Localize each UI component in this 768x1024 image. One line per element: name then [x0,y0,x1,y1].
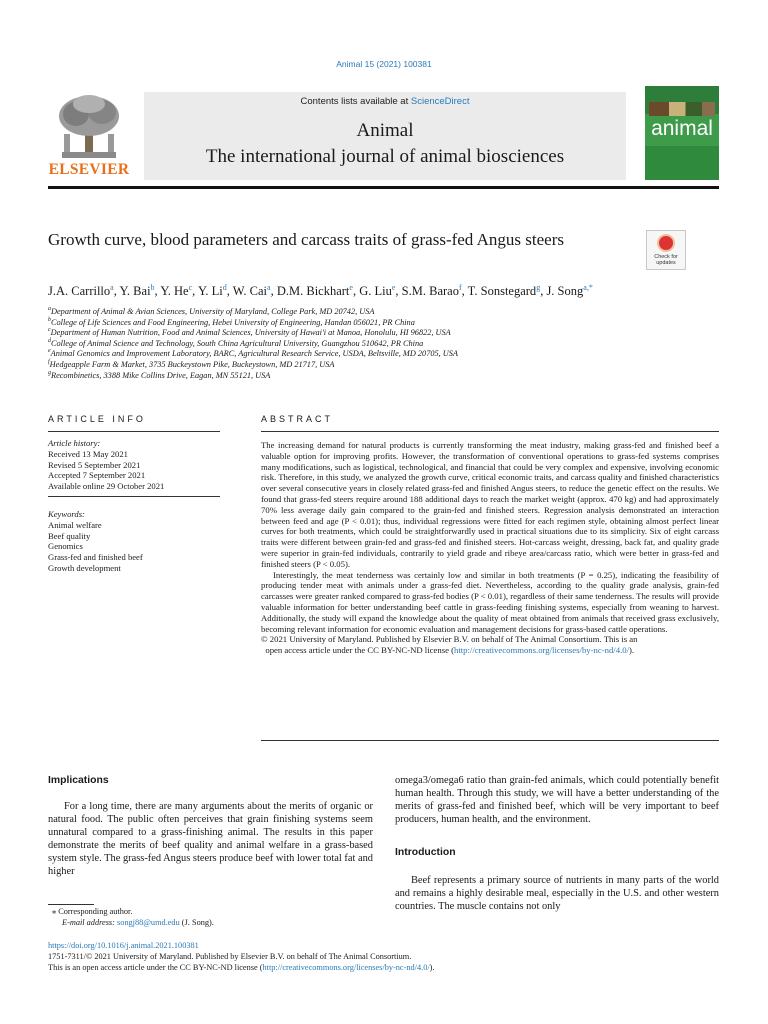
affiliation [48,306,728,316]
affiliation [48,359,728,369]
footnote-rule [48,904,94,905]
abstract-end-rule [261,740,719,741]
author-affiliation-marker[interactable]: a [110,283,114,292]
copyright-text: open access article under the CC BY-NC-ND license ( [265,645,454,656]
keywords-heading: Keywords: [48,509,85,519]
affiliation [48,348,728,358]
history-heading: Article history: [48,438,101,448]
abstract-body [261,440,719,656]
abstract-paragraph: Interestingly, the meat tenderness was certainly low and similar in both treatments (P = 0.25), indicating the feasibility of producing tender meat with animals under a grass-fed diet. Nevertheless, according to the quality grade analysis, grain-fed carcasses were greater ranked compared to grass-fed bodies (P < 0.01), regardless of their same tenderness. The results will provide valuable information for better understanding beef cattle in grass-feeding finishing systems, especially from weaning to harvest. Additionally, the study will expand the knowledge about the quality of meat obtained from animals that received grass exclusively, becoming relevant information for economic evaluation and management decisions for grass-based cattle operations. [261,569,719,634]
contents-prefix: Contents lists available at [300,96,411,107]
author-name[interactable]: W. Cai [232,284,268,299]
footnote [48,906,373,928]
abstract-paragraph: The increasing demand for natural products is currently transforming the meat industry, making grass-fed and finished beef a valuable option for improving profits. However, the transformation of conventional operations to grass-fed systems comprises many modifications, such as logistical, technological, and financial that could be very complex and expensive, involving economic risk. Therefore, in this study, we analyzed the growth curve, critical economic traits, and carcass quality and finished characteristics over several consecutive years in closely related grass-fed and finished Angus steers, to reduce the genetic effect on the results. We found that grass-fed steers require around 188 additional days to reach the market weight (approx. 470 kg) and had approximately 70% less average daily gain compared to the grain-fed and finished steers. Regression analysis demonstrated an interaction between feed and age (P < 0.01); thus, individual regressions were fitted for each regimen style, obtaining almost perfect linear curves for both treatments, which could be straightforwardly used in practical situations due to its simplicity. Six of eight carcass traits were different between grain-fed and grass-fed and finished steers. Hot-carcass weight, dressing, back fat, and quality grade were superior in grain-fed individuals, contrarily to yield grade and ribeye area/carcass ratio, which were better in grass-fed and finished steers (P < 0.05). [261,440,719,569]
email-line [48,917,373,928]
author-name[interactable]: Y. Li [197,284,223,299]
keyword-item: Growth development [48,562,121,573]
contents-line [144,96,626,107]
author-affiliation-marker[interactable]: g [536,283,541,292]
author-name[interactable]: Y. Bai [119,284,151,299]
author-affiliation-marker[interactable]: a [267,283,271,292]
affiliation-text: College of Life Sciences and Food Engineering, Hebei University of Engineering, Handan 056021, PR China [51,317,415,327]
affiliation [48,338,728,348]
keyword-item: Beef quality [48,530,91,541]
elsevier-tree-icon [54,94,124,160]
journal-banner [144,92,626,180]
author-name[interactable]: S.M. Barao [401,284,459,299]
author-name[interactable]: J.A. Carrillo [48,284,111,299]
keyword-item: Grass-fed and finished beef [48,552,143,563]
introduction-text: Beef represents a primary source of nutrients in many parts of the world and remains a highly desirable meal, especially in the U.S. and other western countries. The muscle contains not only [395,875,719,912]
implications-continuation: omega3/omega6 ratio than grain-fed animals, which could potentially benefit human health. Through this study, we will have a better understanding of the merits of grass-fed and finished beef, which will be very important to beef producers, human health, and the environment. [395,775,719,825]
license-line [48,962,728,973]
implications-text: For a long time, there are many arguments about the merits of organic or natural food. The public often perceives that grain finishing systems seem unnatural compared to a grass-finishing animal. The results in this paper demonstrate the merits of beef quality and animal welfare in a grass-based system style. The grass-fed Angus steers produce beef with lower total fat and higher [48,801,373,877]
journal-citation[interactable]: Animal 15 (2021) 100381 [336,59,432,69]
copyright-text: ). [629,645,635,656]
history-item: Received 13 May 2021 [48,448,128,459]
author-affiliation-marker[interactable]: e [349,283,353,292]
affiliation-text: Animal Genomics and Improvement Laboratory, BARC, Agricultural Research Service, USDA, Beltsville, MD 20705, USA [50,349,458,359]
author-affiliation-marker[interactable]: b [150,283,155,292]
keyword-item: Genomics [48,541,83,552]
email-link[interactable]: songj88@umd.edu [117,918,180,927]
article-info-divider [48,496,220,497]
author-affiliation-marker[interactable]: e [391,283,396,292]
affiliation-marker: g [48,369,51,376]
affiliation-marker: f [48,359,50,365]
author-name[interactable]: Y. He [160,284,189,299]
license-text: This is an open access article under the CC BY-NC-ND license ( [48,963,263,972]
history-item: Revised 5 September 2021 [48,459,141,470]
author-affiliation-marker[interactable]: d [222,283,227,292]
body-column-left [48,774,373,878]
cover-photo-strip [649,102,715,116]
author-name[interactable]: D.M. Bickhart [276,284,350,299]
affiliation-text: Recombinetics, 3388 Mike Collins Drive, Eagan, MN 55121, USA [51,370,271,380]
affiliation-text: College of Animal Science and Technology, South China Agricultural University, Guangzhou 510642, PR China [51,338,424,348]
article-history [48,438,220,492]
cover-bottom-band [645,146,719,180]
affiliation-marker: d [48,337,51,344]
author-affiliation-marker[interactable]: c [188,283,193,292]
journal-cover[interactable] [645,86,719,180]
author-name[interactable]: T. Sonstegard [467,284,537,299]
elsevier-wordmark: ELSEVIER [48,161,130,178]
author-name[interactable]: G. Liu [359,284,392,299]
license-link[interactable]: http://creativecommons.org/licenses/by-nc-nd/4.0/ [262,963,430,972]
cover-title: animal [651,117,713,140]
article-info-label: ARTICLE INFO [48,414,146,424]
abstract-copyright [261,634,719,656]
email-name: (J. Song). [179,918,214,927]
affiliation [48,327,728,337]
check-updates-icon [657,234,675,252]
corresponding-author: ⁎ Corresponding author. [52,907,133,916]
keywords [48,509,220,574]
affiliation-marker: b [48,316,51,323]
copyright-text: © 2021 University of Maryland. Published by Elsevier B.V. on behalf of The Animal Consortium. This is an [261,634,638,645]
author-name[interactable]: J. Song [546,284,584,299]
history-item: Available online 29 October 2021 [48,481,165,492]
introduction-heading: Introduction [395,847,456,858]
check-for-updates-button[interactable] [646,230,686,270]
affiliation-marker: a [48,306,51,312]
doi-link[interactable]: https://doi.org/10.1016/j.animal.2021.100381 [48,941,199,950]
author-affiliation-marker[interactable]: a,* [583,283,593,292]
affiliation-text: Hedgeapple Farm & Market, 3735 Buckeystown Pike, Buckeystown, MD 21717, USA [49,359,335,369]
article-title: Growth curve, blood parameters and carcass traits of grass-fed Angus steers [48,230,564,249]
history-item: Accepted 7 September 2021 [48,470,146,481]
check-updates-label: Check for updates [654,254,678,266]
body-column-right [395,774,719,913]
abstract-rule [261,431,719,432]
affiliation-text: Department of Human Nutrition, Food and Animal Sciences, University of Hawai'i at Manoa, Honolulu, HI 96822, USA [50,327,451,337]
affiliation [48,370,728,380]
author-affiliation-marker[interactable]: f [458,283,462,292]
affiliation-marker: e [48,348,51,355]
affiliation [48,317,728,327]
author-list: J.A. Carrillo$^a$, Y. Bai$^b$, Y. He$^c$, Y. Li$^d$, W. Cai$^a$, D.M. Bickhart$^e$, G. Liu$^e$, S.M. Barao$^f$, T. Sonstegard$^g$, J. Song$^{a,*}$ [48,283,593,299]
license-text: ). [429,963,435,972]
elsevier-logo[interactable] [48,92,130,180]
header-divider [48,186,719,189]
keyword-item: Animal welfare [48,519,102,530]
issn-line: 1751-7311/© 2021 University of Maryland. Published by Elsevier B.V. on behalf of The Animal Consortium. [48,952,412,961]
implications-heading: Implications [48,775,109,786]
email-label: E-mail address: [62,918,117,927]
affiliation-text: Department of Animal & Avian Sciences, University of Maryland, College Park, MD 20742, USA [51,306,375,316]
journal-name: Animal [356,120,414,141]
bottom-matter [48,940,728,973]
sciencedirect-link[interactable]: ScienceDirect [410,96,470,107]
affiliation-marker: c [48,327,51,334]
article-info-rule [48,431,220,432]
license-link[interactable]: http://creativecommons.org/licenses/by-nc-nd/4.0/ [454,645,629,656]
journal-subtitle: The international journal of animal biosciences [205,146,565,167]
abstract-label: ABSTRACT [261,414,334,424]
